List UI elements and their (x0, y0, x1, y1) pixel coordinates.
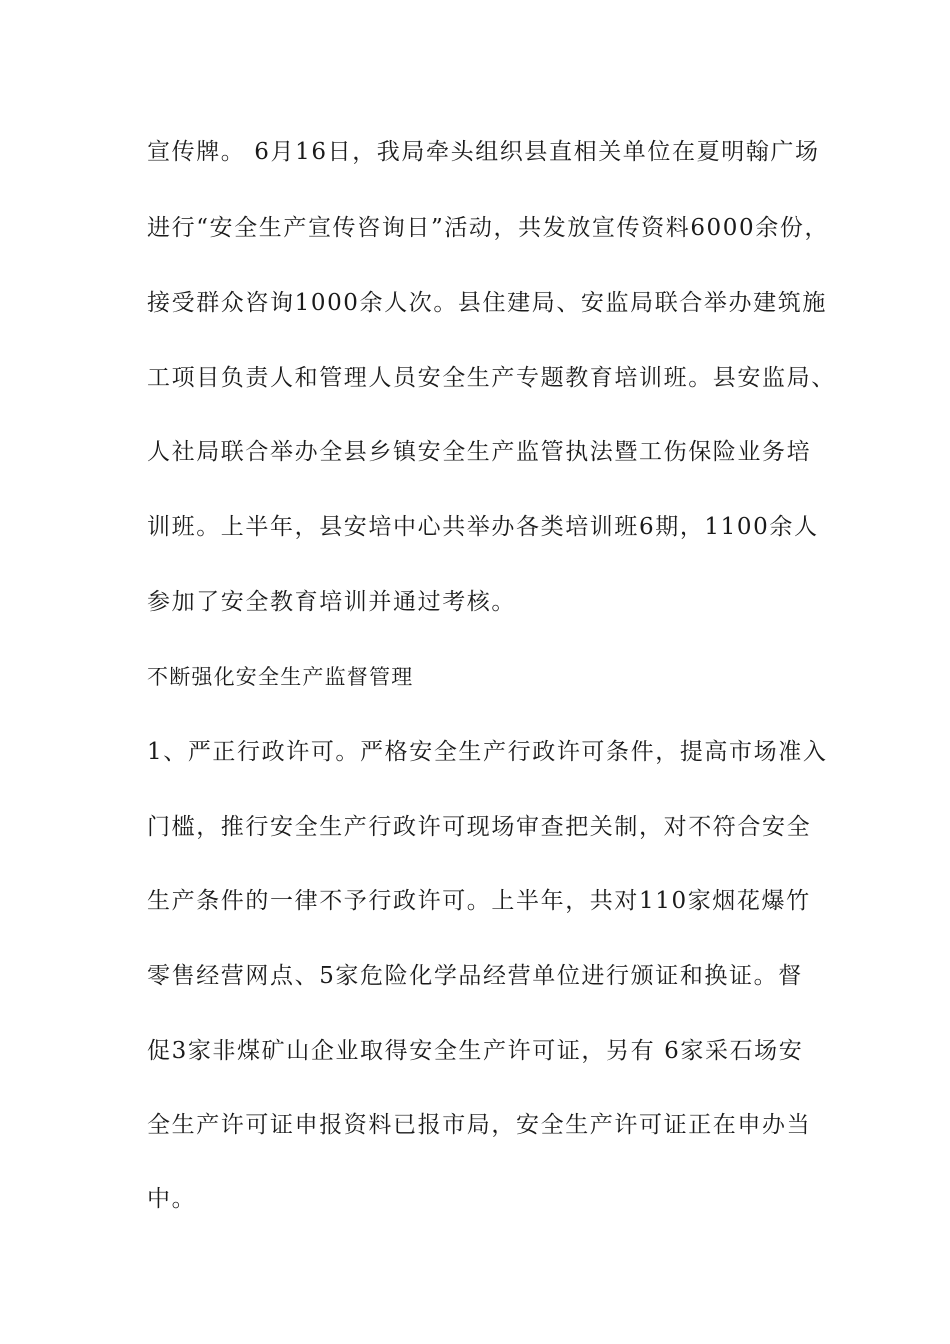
text-line: 进行“安全生产宣传咨询日”活动，共发放宣传资料6000余份， (147, 215, 830, 241)
section-heading: 不断强化安全生产监督管理 (147, 665, 414, 689)
text-line: 参加了安全教育培训并通过考核。 (147, 589, 516, 615)
text-line: 生产条件的一律不予行政许可。上半年，共对110家烟花爆竹 (147, 888, 811, 914)
text-line: 零售经营网点、5家危险化学品经营单位进行颁证和换证。督 (147, 963, 803, 989)
text-line: 宣传牌。 6月16日，我局牵头组织县直相关单位在夏明翰广场 (147, 139, 820, 165)
text-line: 训班。上半年，县安培中心共举办各类培训班6期，1100余人 (147, 514, 819, 540)
text-line: 工项目负责人和管理人员安全生产专题教育培训班。县安监局、 (147, 365, 836, 391)
text-line: 人社局联合举办全县乡镇安全生产监管执法暨工伤保险业务培 (147, 439, 812, 465)
text-line: 接受群众咨询1000余人次。县住建局、安监局联合举办建筑施 (147, 290, 827, 316)
text-line: 1、严正行政许可。严格安全生产行政许可条件，提高市场准入 (147, 739, 828, 765)
text-line: 促3家非煤矿山企业取得安全生产许可证，另有 6家采石场安 (147, 1038, 804, 1064)
text-line: 门槛，推行安全生产行政许可现场审查把关制，对不符合安全 (147, 814, 812, 840)
text-line: 全生产许可证申报资料已报市局，安全生产许可证正在申办当 (147, 1112, 812, 1138)
text-line: 中。 (147, 1186, 197, 1212)
